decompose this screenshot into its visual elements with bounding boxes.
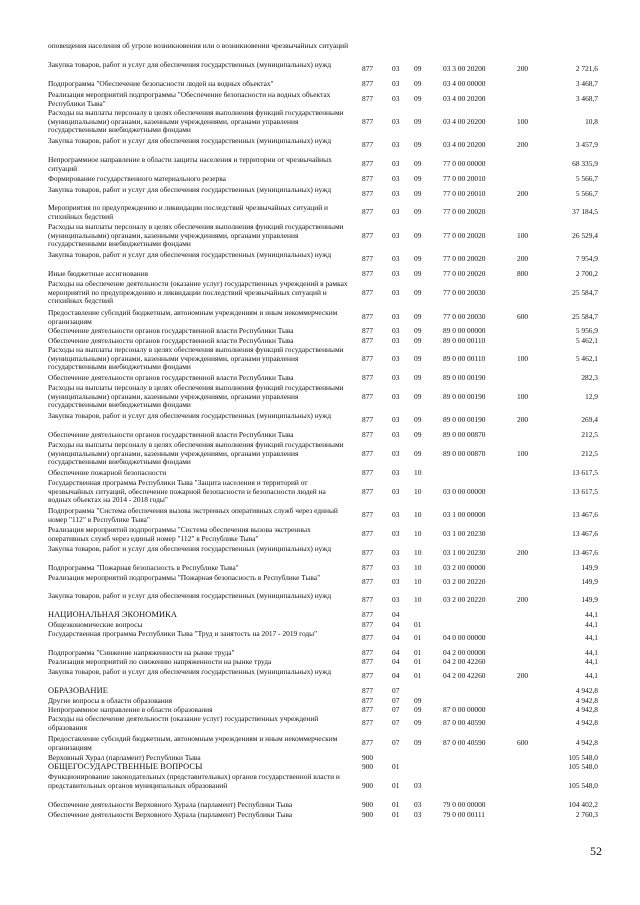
cell-sum: 4 942,8 (575, 705, 598, 714)
cell-rz: 03 (392, 94, 400, 104)
cell-csr: 89 0 00 00190 (443, 373, 486, 382)
cell-pr: 09 (414, 287, 422, 297)
row-name: Реализация мероприятий подпрограммы "Обеспечение безопасности на водных объектах Республики Тыва" (48, 90, 331, 108)
cell-sum: 105 548,0 (568, 780, 598, 790)
cell-vr: 800 (517, 269, 529, 278)
cell-rz: 04 (392, 633, 400, 643)
row-name: Обеспечение деятельности Верховного Хурала (парламент) Республики Тыва (48, 800, 293, 809)
cell-ved: 877 (362, 718, 374, 728)
row-name: Закупка товаров, работ и услуг для обеспечения государственных (муниципальных) нужд (48, 544, 332, 553)
cell-pr: 09 (414, 269, 422, 278)
cell-csr: 03 4 00 20200 (443, 116, 486, 126)
cell-rz: 03 (392, 430, 400, 439)
row-name: Обеспечение пожарной безопасности (48, 468, 167, 477)
cell-sum: 4 942,8 (575, 696, 598, 705)
row-name: Реализация мероприятий подпрограммы "Система обеспечения вызова экстренных оперативных служб через единый номер "112" в Республике Тыва" (48, 525, 311, 543)
cell-csr: 03 1 00 00000 (443, 510, 486, 520)
cell-ved: 900 (362, 810, 374, 819)
cell-ved: 877 (362, 415, 374, 425)
cell-sum: 5 462,1 (575, 353, 598, 363)
cell-csr: 04 0 00 00000 (443, 633, 486, 643)
cell-pr: 01 (414, 671, 422, 681)
row-name: Подпрограмма "Снижение напряженности на рынке труда" (48, 648, 235, 657)
cell-sum: 10,8 (585, 116, 598, 126)
cell-pr: 10 (414, 529, 422, 539)
cell-pr: 09 (414, 159, 422, 169)
cell-rz: 03 (392, 548, 400, 558)
cell-rz: 03 (392, 174, 400, 183)
cell-pr: 09 (414, 230, 422, 240)
cell-ved: 877 (362, 312, 374, 322)
cell-vr: 100 (517, 353, 529, 363)
cell-csr: 03 1 00 20230 (443, 548, 486, 558)
cell-sum: 4 942,8 (575, 686, 598, 695)
cell-ved: 877 (362, 174, 374, 183)
cell-rz: 03 (392, 269, 400, 278)
cell-pr: 10 (414, 548, 422, 558)
cell-sum: 5 956,9 (575, 326, 598, 335)
cell-vr: 600 (517, 738, 529, 748)
cell-sum: 26 529,4 (572, 230, 598, 240)
cell-pr: 09 (414, 738, 422, 748)
cell-ved: 877 (362, 287, 374, 297)
cell-sum: 212,5 (581, 448, 598, 458)
cell-ved: 877 (362, 430, 374, 439)
cell-rz: 01 (392, 800, 400, 809)
cell-ved: 877 (362, 116, 374, 126)
cell-sum: 44,1 (585, 610, 598, 619)
cell-sum: 44,1 (585, 657, 598, 666)
cell-pr: 10 (414, 468, 422, 477)
cell-ved: 877 (362, 671, 374, 681)
row-name: Закупка товаров, работ и услуг для обеспечения государственных (муниципальных) нужд (48, 591, 332, 600)
cell-ved: 877 (362, 648, 374, 657)
cell-rz: 03 (392, 230, 400, 240)
cell-csr: 03 0 00 00000 (443, 486, 486, 496)
cell-vr: 200 (517, 140, 529, 150)
cell-sum: 13 617,5 (572, 468, 598, 477)
cell-vr: 200 (517, 189, 529, 199)
cell-pr: 01 (414, 648, 422, 657)
row-name: Обеспечение деятельности органов государственной власти Республики Тыва (48, 326, 294, 335)
cell-ved: 877 (362, 391, 374, 401)
cell-sum: 25 584,7 (572, 287, 598, 297)
cell-pr: 09 (414, 174, 422, 183)
cell-sum: 44,1 (585, 620, 598, 629)
row-name: Подпрограмма "Обеспечение безопасности людей на водных объектах" (48, 79, 274, 88)
cell-rz: 07 (392, 696, 400, 705)
cell-pr: 09 (414, 415, 422, 425)
row-name: Непрограммное направление в области защиты населения и территории от чрезвычайных ситуаций (48, 155, 332, 173)
cell-sum: 44,1 (585, 633, 598, 643)
cell-ved: 877 (362, 336, 374, 345)
cell-pr: 01 (414, 633, 422, 643)
row-name: Обеспечение деятельности Верховного Хурала (парламент) Республики Тыва (48, 810, 293, 819)
cell-pr: 10 (414, 563, 422, 572)
row-name: ОБЩЕГОСУДАРСТВЕННЫЕ ВОПРОСЫ (48, 762, 203, 771)
row-name: Подпрограмма "Пожарная безопасность в Республике Тыва" (48, 563, 239, 572)
row-name: Расходы на выплаты персоналу в целях обеспечения выполнения функций государственными (муниципальными) органами, казенными учреждениями, органами управления государственными внебюджетными фондами (48, 222, 344, 249)
cell-csr: 89 0 00 00110 (443, 336, 486, 345)
cell-vr: 600 (517, 312, 529, 322)
row-name: Иные бюджетные ассигнования (48, 269, 149, 278)
row-name: Предоставление субсидий бюджетным, автономным учреждениям и иным некоммерческим организациям (48, 308, 338, 326)
cell-rz: 03 (392, 510, 400, 520)
row-name: Непрограммное направление в области образования (48, 705, 213, 714)
cell-rz: 01 (392, 762, 400, 771)
row-name: Закупка товаров, работ и услуг для обеспечения государственных (муниципальных) нужд (48, 411, 332, 420)
cell-rz: 07 (392, 686, 400, 695)
row-name: Расходы на выплаты персоналу в целях обеспечения выполнения функций государственными (муниципальными) органами, казенными учреждениями, органами управления государственными внебюджетными фондами (48, 440, 344, 467)
cell-rz: 03 (392, 312, 400, 322)
cell-ved: 900 (362, 800, 374, 809)
row-name: Расходы на выплаты персоналу в целях обеспечения выполнения функций государственными (муниципальными) органами, казенными учреждениями, органами управления государственными внебюджетными фондами (48, 383, 344, 410)
cell-csr: 03 1 00 20230 (443, 529, 486, 539)
cell-ved: 900 (362, 780, 374, 790)
cell-rz: 03 (392, 595, 400, 605)
cell-sum: 25 584,7 (572, 312, 598, 322)
cell-rz: 01 (392, 810, 400, 819)
cell-ved: 877 (362, 189, 374, 199)
cell-ved: 900 (362, 753, 374, 762)
cell-pr: 03 (414, 810, 422, 819)
cell-ved: 877 (362, 94, 374, 104)
row-name: Другие вопросы в области образования (48, 696, 173, 705)
cell-ved: 877 (362, 696, 374, 705)
cell-sum: 4 942,8 (575, 738, 598, 748)
cell-sum: 13 467,6 (572, 548, 598, 558)
cell-rz: 03 (392, 159, 400, 169)
cell-rz: 03 (392, 326, 400, 335)
cell-csr: 03 4 00 00000 (443, 79, 486, 88)
cell-rz: 07 (392, 718, 400, 728)
cell-csr: 04 2 00 42260 (443, 657, 486, 666)
cell-rz: 03 (392, 207, 400, 217)
cell-ved: 877 (362, 510, 374, 520)
cell-csr: 03 2 00 00000 (443, 563, 486, 572)
cell-ved: 877 (362, 64, 374, 74)
cell-sum: 12,9 (585, 391, 598, 401)
cell-csr: 77 0 00 20030 (443, 287, 486, 297)
cell-sum: 13 617,5 (572, 486, 598, 496)
cell-ved: 877 (362, 269, 374, 278)
cell-ved: 900 (362, 762, 374, 771)
row-name: Общеэкономические вопросы (48, 620, 143, 629)
row-name: Верховный Хурал (парламент) Республики Тыва (48, 753, 201, 762)
cell-csr: 77 0 00 20030 (443, 312, 486, 322)
row-name: НАЦИОНАЛЬНАЯ ЭКОНОМИКА (48, 610, 177, 619)
cell-sum: 104 402,2 (568, 800, 598, 809)
row-name: Государственная программа Республики Тыва "Труд и занятость на 2017 - 2019 годы" (48, 629, 318, 638)
cell-ved: 877 (362, 207, 374, 217)
cell-sum: 5 462,1 (575, 336, 598, 345)
cell-pr: 09 (414, 140, 422, 150)
cell-ved: 877 (362, 595, 374, 605)
cell-rz: 03 (392, 391, 400, 401)
cell-csr: 04 2 00 00000 (443, 648, 486, 657)
cell-csr: 03 4 00 20200 (443, 140, 486, 150)
cell-pr: 09 (414, 312, 422, 322)
cell-vr: 100 (517, 391, 529, 401)
cell-vr: 200 (517, 64, 529, 74)
cell-rz: 03 (392, 116, 400, 126)
cell-pr: 10 (414, 510, 422, 520)
cell-ved: 877 (362, 686, 374, 695)
cell-sum: 13 467,6 (572, 510, 598, 520)
cell-vr: 100 (517, 230, 529, 240)
row-name: Обеспечение деятельности органов государственной власти Республики Тыва (48, 373, 294, 382)
cell-pr: 09 (414, 696, 422, 705)
cell-vr: 200 (517, 548, 529, 558)
cell-rz: 03 (392, 563, 400, 572)
cell-csr: 89 0 00 00110 (443, 353, 486, 363)
cell-sum: 149,9 (581, 577, 598, 587)
cell-sum: 13 467,6 (572, 529, 598, 539)
cell-csr: 03 2 00 20220 (443, 595, 486, 605)
cell-pr: 09 (414, 326, 422, 335)
cell-rz: 04 (392, 671, 400, 681)
cell-csr: 03 2 00 20220 (443, 577, 486, 587)
cell-csr: 77 0 00 20020 (443, 230, 486, 240)
cell-vr: 200 (517, 671, 529, 681)
cell-csr: 77 0 00 20020 (443, 269, 486, 278)
cell-rz: 04 (392, 657, 400, 666)
cell-rz: 03 (392, 353, 400, 363)
cell-sum: 5 566,7 (575, 189, 598, 199)
cell-pr: 09 (414, 448, 422, 458)
cell-sum: 2 700,2 (575, 269, 598, 278)
cell-sum: 3 468,7 (575, 79, 598, 88)
cell-pr: 01 (414, 657, 422, 666)
row-name: Закупка товаров, работ и услуг для обеспечения государственных (муниципальных) нужд (48, 185, 332, 194)
cell-sum: 149,9 (581, 563, 598, 572)
cell-sum: 44,1 (585, 671, 598, 681)
cell-pr: 09 (414, 64, 422, 74)
cell-csr: 79 0 00 00111 (443, 810, 485, 819)
cell-ved: 877 (362, 353, 374, 363)
row-name: Предоставление субсидий бюджетным, автономным учреждениям и иным некоммерческим организациям (48, 734, 338, 752)
cell-sum: 282,3 (581, 373, 598, 382)
cell-csr: 77 0 00 00000 (443, 159, 486, 169)
cell-rz: 03 (392, 486, 400, 496)
cell-pr: 10 (414, 577, 422, 587)
row-name: Закупка товаров, работ и услуг для обеспечения государственных (муниципальных) нужд (48, 250, 332, 259)
cell-vr: 200 (517, 254, 529, 264)
cell-pr: 09 (414, 705, 422, 714)
cell-rz: 03 (392, 79, 400, 88)
cell-rz: 07 (392, 705, 400, 714)
cell-ved: 877 (362, 79, 374, 88)
cell-rz: 03 (392, 468, 400, 477)
cell-pr: 09 (414, 189, 422, 199)
cell-ved: 877 (362, 633, 374, 643)
row-name: Расходы на выплаты персоналу в целях обеспечения выполнения функций государственными (муниципальными) органами, казенными учреждениями, органами управления государственными внебюджетными фондами (48, 108, 344, 135)
cell-ved: 877 (362, 610, 374, 619)
cell-sum: 37 184,5 (572, 207, 598, 217)
cell-csr: 89 0 00 00870 (443, 430, 486, 439)
cell-csr: 03 3 00 20200 (443, 64, 486, 74)
cell-pr: 09 (414, 336, 422, 345)
cell-rz: 03 (392, 448, 400, 458)
row-name: Функционирование законодательных (представительных) органов государственной власти и представительных органов муниципальных образований (48, 772, 340, 790)
cell-csr: 87 0 00 40590 (443, 718, 486, 728)
cell-vr: 200 (517, 595, 529, 605)
cell-sum: 105 548,0 (568, 762, 598, 771)
cell-csr: 77 0 00 20010 (443, 189, 486, 199)
cell-sum: 5 566,7 (575, 174, 598, 183)
cell-ved: 877 (362, 254, 374, 264)
cell-ved: 877 (362, 620, 374, 629)
row-name: Формирование государственного материального резерва (48, 174, 226, 183)
cell-sum: 68 335,9 (572, 159, 598, 169)
row-name: Закупка товаров, работ и услуг для обеспечения государственных (муниципальных) нужд (48, 136, 332, 145)
row-name: Реализация мероприятий по снижению напряженности на рынке труда (48, 657, 272, 666)
cell-csr: 87 0 00 40590 (443, 738, 486, 748)
cell-ved: 877 (362, 529, 374, 539)
cell-vr: 100 (517, 116, 529, 126)
cell-sum: 212,5 (581, 430, 598, 439)
cell-sum: 4 942,8 (575, 718, 598, 728)
cell-sum: 3 468,7 (575, 94, 598, 104)
row-name: Закупка товаров, работ и услуг для обеспечения государственных (муниципальных) нужд (48, 60, 332, 69)
cell-vr: 200 (517, 415, 529, 425)
cell-csr: 77 0 00 20020 (443, 254, 486, 264)
row-name: Подпрограмма "Система обеспечения вызова экстренных оперативных служб через единый номер "112" в Республике Тыва" (48, 506, 338, 524)
cell-ved: 877 (362, 448, 374, 458)
cell-pr: 09 (414, 116, 422, 126)
cell-ved: 877 (362, 230, 374, 240)
cell-ved: 877 (362, 738, 374, 748)
cell-rz: 04 (392, 620, 400, 629)
cell-rz: 03 (392, 64, 400, 74)
row-name: оповещения населения об угрозе возникновения или о возникновении чрезвычайных ситуаций (48, 41, 349, 50)
cell-pr: 03 (414, 780, 422, 790)
row-name: Мероприятия по предупреждению и ликвидации последствий чрезвычайных ситуаций и стихийных бедствий (48, 203, 328, 221)
cell-pr: 09 (414, 373, 422, 382)
cell-rz: 03 (392, 577, 400, 587)
cell-sum: 149,9 (581, 595, 598, 605)
cell-ved: 877 (362, 657, 374, 666)
cell-ved: 877 (362, 577, 374, 587)
cell-rz: 04 (392, 610, 400, 619)
cell-rz: 03 (392, 336, 400, 345)
row-name: Реализация мероприятий подпрограммы "Пожарная безопасность в Республике Тыва" (48, 573, 321, 582)
cell-sum: 7 954,9 (575, 254, 598, 264)
cell-ved: 877 (362, 373, 374, 382)
cell-rz: 03 (392, 415, 400, 425)
cell-vr: 100 (517, 448, 529, 458)
cell-rz: 03 (392, 254, 400, 264)
cell-ved: 877 (362, 159, 374, 169)
cell-rz: 03 (392, 373, 400, 382)
cell-pr: 09 (414, 254, 422, 264)
cell-csr: 77 0 00 20010 (443, 174, 486, 183)
cell-sum: 2 760,3 (575, 810, 598, 819)
cell-csr: 89 0 00 00190 (443, 415, 486, 425)
cell-rz: 03 (392, 140, 400, 150)
cell-ved: 877 (362, 140, 374, 150)
cell-csr: 89 0 00 00190 (443, 391, 486, 401)
row-name: Закупка товаров, работ и услуг для обеспечения государственных (муниципальных) нужд (48, 667, 332, 676)
cell-sum: 105 548,0 (568, 753, 598, 762)
cell-pr: 01 (414, 620, 422, 629)
row-name: Расходы на обеспечение деятельности (оказание услуг) государственных учреждений образования (48, 714, 319, 732)
cell-rz: 04 (392, 648, 400, 657)
cell-rz: 03 (392, 189, 400, 199)
cell-csr: 77 0 00 20020 (443, 207, 486, 217)
page-number: 52 (590, 844, 602, 858)
cell-csr: 03 4 00 20200 (443, 94, 486, 104)
row-name: Обеспечение деятельности органов государственной власти Республики Тыва (48, 430, 294, 439)
cell-csr: 89 0 00 00000 (443, 326, 486, 335)
row-name: Расходы на выплаты персоналу в целях обеспечения выполнения функций государственными (муниципальными) органами, казенными учреждениями, органами управления государственными внебюджетными фондами (48, 345, 344, 372)
row-name: Расходы на обеспечение деятельности (оказание услуг) государственных учреждений в рамках мероприятий по предупреждению и ликвидации последствий чрезвычайных ситуаций и стихийных бедствий (48, 279, 348, 306)
cell-ved: 877 (362, 326, 374, 335)
cell-sum: 44,1 (585, 648, 598, 657)
cell-pr: 10 (414, 595, 422, 605)
row-name: Обеспечение деятельности органов государственной власти Республики Тыва (48, 336, 294, 345)
cell-ved: 877 (362, 486, 374, 496)
cell-sum: 2 721,6 (575, 64, 598, 74)
cell-ved: 877 (362, 563, 374, 572)
cell-rz: 03 (392, 287, 400, 297)
cell-ved: 877 (362, 705, 374, 714)
cell-pr: 09 (414, 94, 422, 104)
row-name: Государственная программа Республики Тыва "Защита населения и территорий от чрезвычайных ситуаций, обеспечение пожарной безопасности и безопасности людей на водных объектах на 2014 - 2018 годы" (48, 478, 326, 505)
cell-csr: 89 0 00 00870 (443, 448, 486, 458)
row-name: ОБРАЗОВАНИЕ (48, 686, 108, 695)
cell-pr: 09 (414, 391, 422, 401)
cell-sum: 269,4 (581, 415, 598, 425)
cell-pr: 09 (414, 207, 422, 217)
cell-rz: 03 (392, 529, 400, 539)
cell-ved: 877 (362, 468, 374, 477)
cell-rz: 01 (392, 780, 400, 790)
cell-pr: 09 (414, 430, 422, 439)
cell-sum: 3 457,9 (575, 140, 598, 150)
cell-pr: 09 (414, 718, 422, 728)
cell-pr: 03 (414, 800, 422, 809)
cell-pr: 10 (414, 486, 422, 496)
cell-ved: 877 (362, 548, 374, 558)
cell-csr: 87 0 00 00000 (443, 705, 486, 714)
cell-pr: 09 (414, 79, 422, 88)
cell-rz: 07 (392, 738, 400, 748)
cell-pr: 09 (414, 353, 422, 363)
cell-csr: 04 2 00 42260 (443, 671, 486, 681)
cell-csr: 79 0 00 00000 (443, 800, 486, 809)
